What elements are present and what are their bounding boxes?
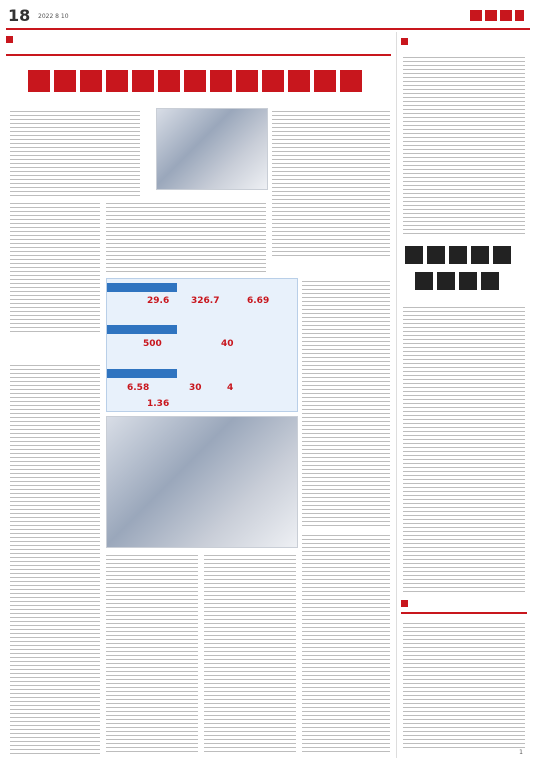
article-text-mid — [106, 200, 266, 272]
stat-value-2: 326.7 — [191, 296, 220, 306]
main-column — [6, 32, 391, 758]
article-text-left-2 — [10, 362, 100, 756]
main-headline — [28, 66, 373, 96]
stat-value-3: 6.69 — [247, 296, 270, 306]
headline-rule — [6, 54, 391, 56]
masthead — [6, 6, 530, 30]
article-text-top-right — [272, 108, 390, 258]
newspaper-logo — [468, 6, 526, 24]
side-column — [396, 32, 531, 758]
article-text-bottom-right — [302, 532, 390, 752]
sidebar-tag-icon-2 — [401, 600, 408, 607]
headline-area — [6, 32, 391, 100]
stats-infobox — [106, 278, 298, 412]
stat-value-9: 1.36 — [147, 399, 170, 409]
stats-box-header-3 — [107, 369, 177, 378]
stat-value-7: 30 — [189, 383, 202, 393]
factory-photo-middle — [106, 416, 298, 548]
article-text-bottom-mid — [106, 552, 198, 752]
stats-box-header-2 — [107, 325, 177, 334]
stat-value-4: 500 — [143, 339, 162, 349]
date-line: 2022 8 10 — [38, 13, 69, 20]
sidebar-footnote-number: 1 — [519, 749, 523, 756]
sidebar-news-text — [403, 620, 525, 748]
sidebar-rule — [401, 612, 527, 614]
stat-value-8: 4 — [227, 383, 234, 393]
sidebar-observation-text — [403, 54, 525, 234]
stat-value-6: 6.58 — [127, 383, 150, 393]
sidebar-article-text — [403, 304, 525, 594]
article-text-right — [302, 278, 390, 528]
article-text-left — [10, 200, 100, 334]
stats-box-header — [107, 283, 177, 292]
page-number: 18 — [8, 6, 31, 25]
stat-value-1: 29.6 — [147, 296, 170, 306]
factory-photo-top — [156, 108, 268, 190]
sidebar-headline — [405, 244, 523, 294]
stat-value-5: 40 — [221, 339, 234, 349]
lede-text — [10, 108, 140, 196]
article-text-bottom-mid2 — [204, 552, 296, 752]
sidebar-tag-icon — [401, 38, 408, 45]
section-tag-icon — [6, 36, 13, 43]
